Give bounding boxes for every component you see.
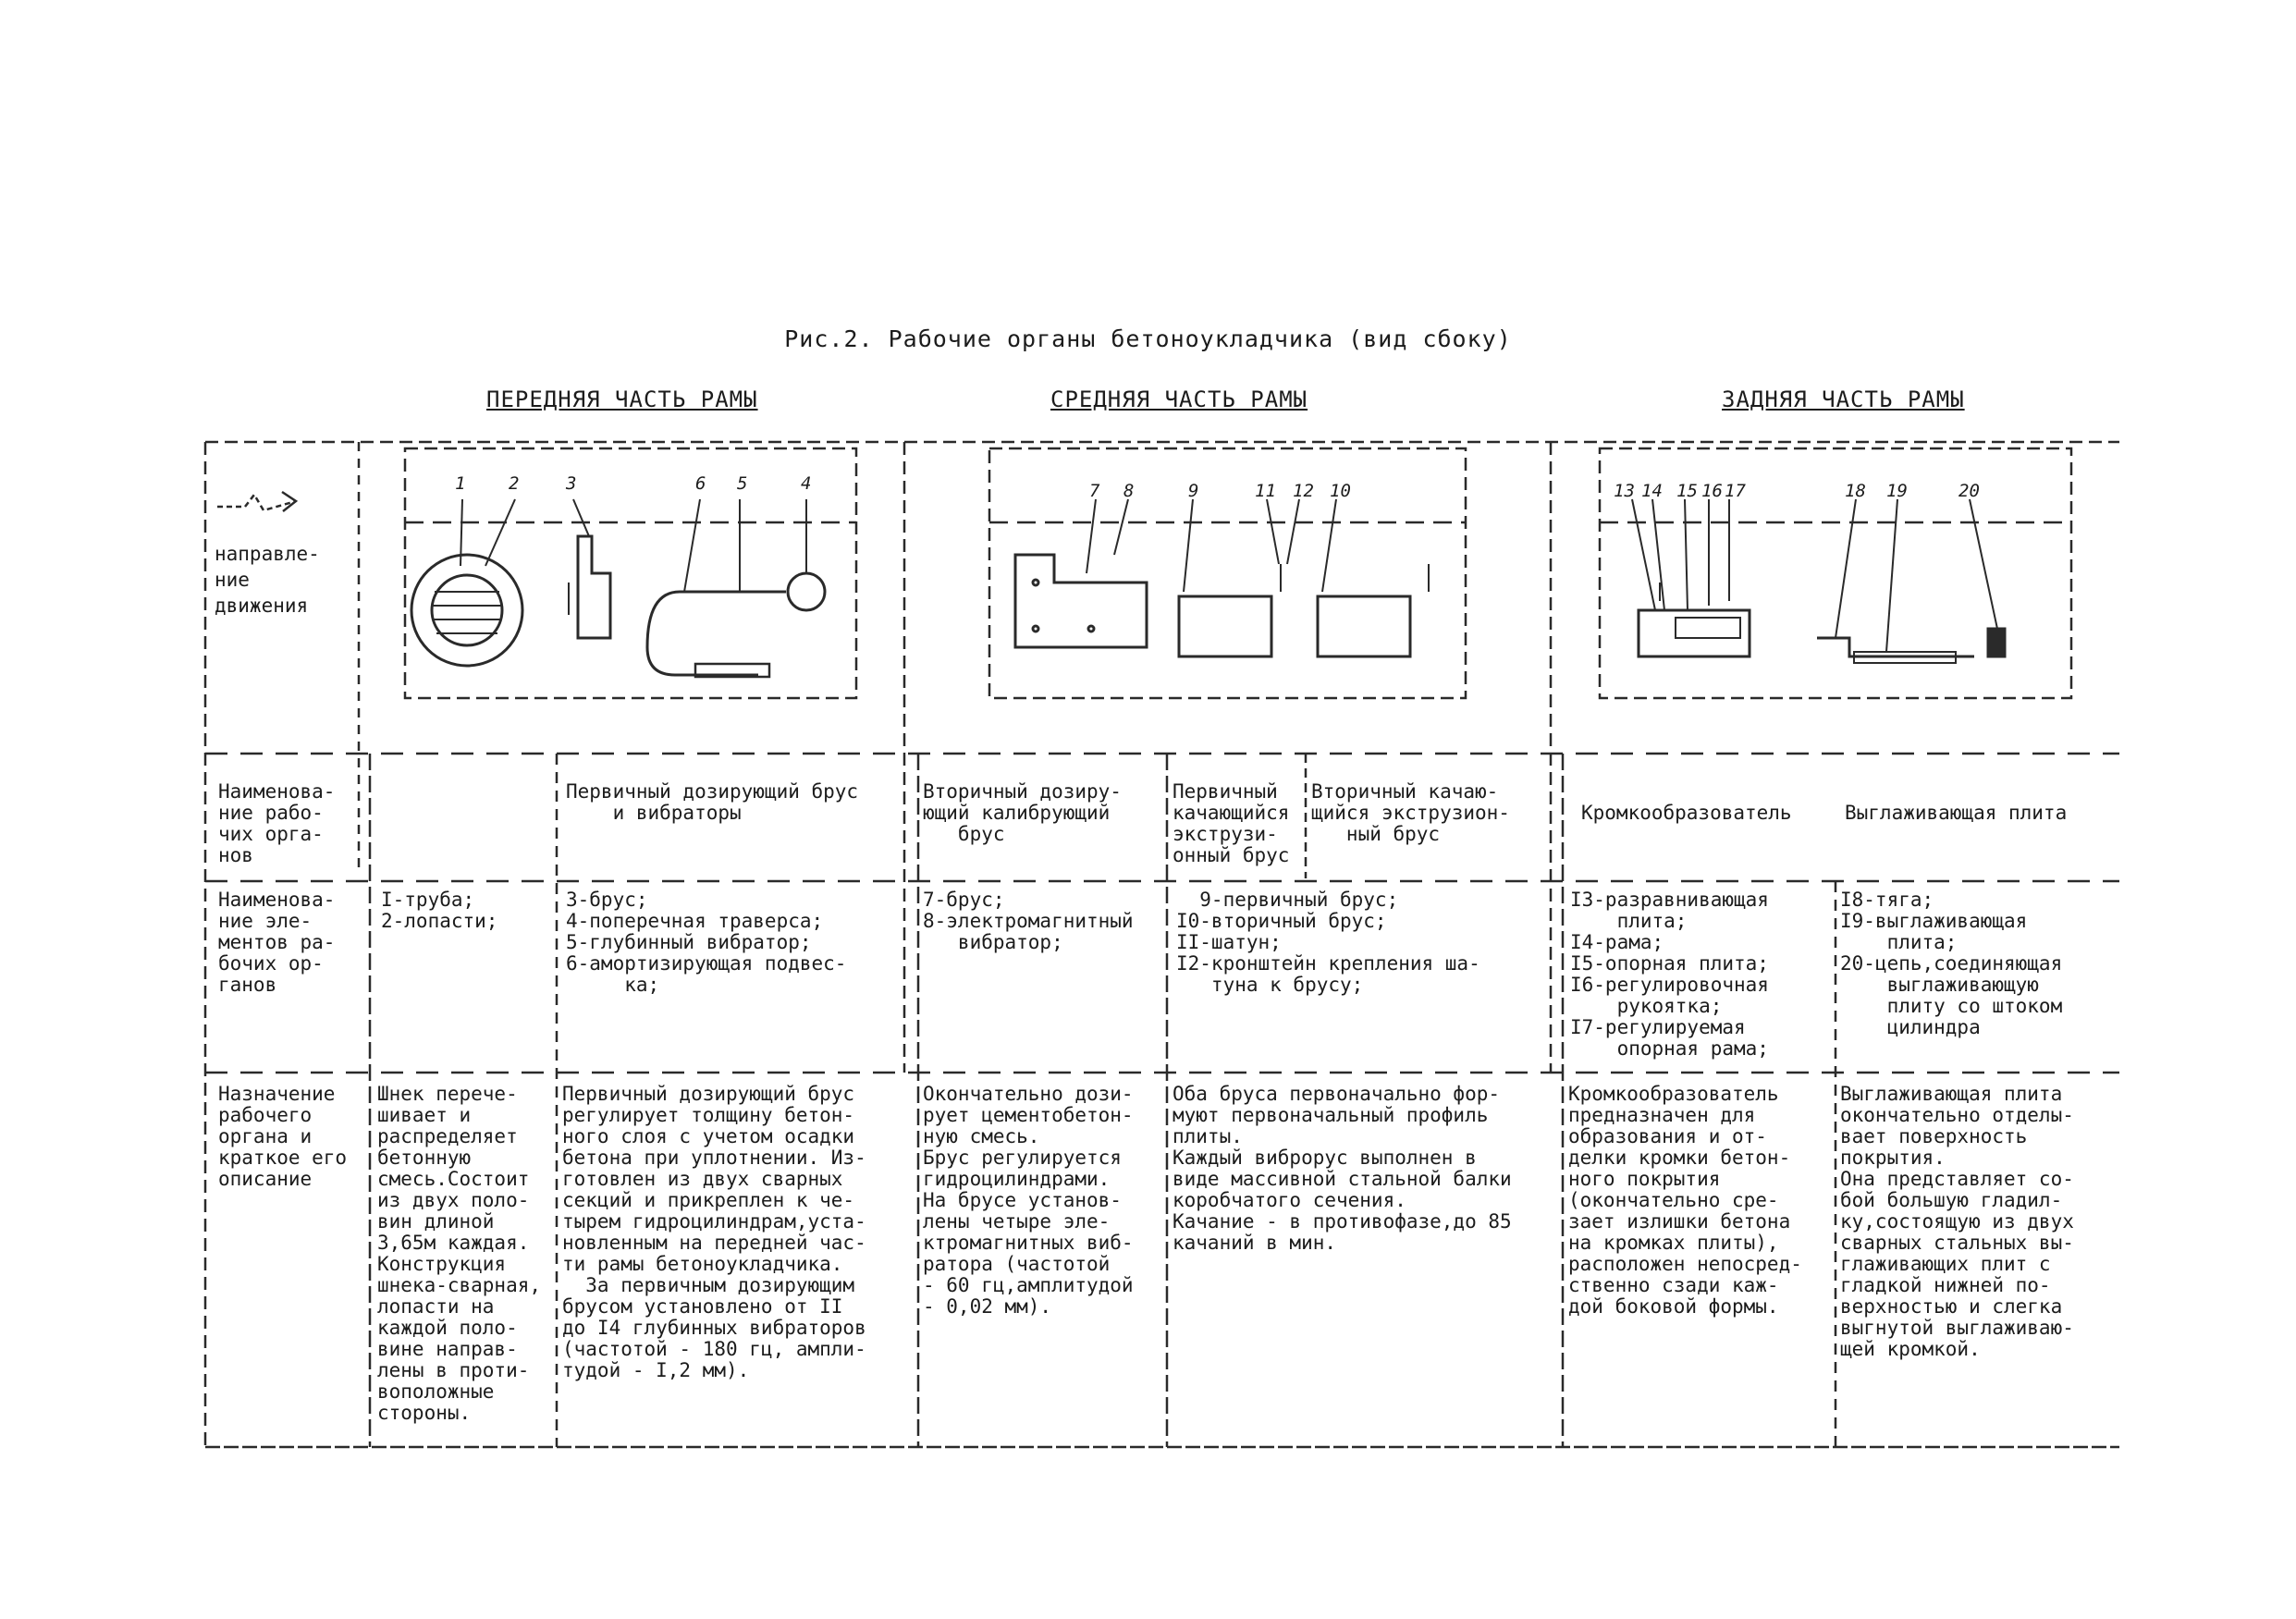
organ-name-primary-beam: Первичный дозирующий брус и вибраторы xyxy=(566,780,859,824)
organ-name-edge-former: Кромкообразователь xyxy=(1581,802,1792,824)
callout-14: 14 xyxy=(1641,481,1663,501)
purpose-edge-former: Кромкообразователь предназначен для образования и от- делки кромки бетон- ного покрытия (окончательно сре- зает излишки бетона на кромках плиты), расположен непосред- ственно сзади каж- дой боковой формы. xyxy=(1568,1083,1802,1318)
elements-edge-former: I3-разравнивающая плита; I4-рама; I5-опорная плита; I6-регулировочная рукоятка; I7-регулируемая опорная рама; xyxy=(1570,889,1769,1060)
row-header-purpose: Назначение рабочего органа и краткое его описание xyxy=(218,1083,348,1190)
purpose-primary-beam: Первичный дозирующий брус регулирует толщину бетон- ного слоя с учетом осадки бетона при уплотнении. Из- готовлен из двух сварных секций и прикреплен к че- тырем гидроцилиндрам,уста- новленным на передней час- ти рамы бетоноукладчика. За первичным дозирующим брусом установлено от II до I4 глубинных вибраторов (частотой - 180 гц, ампли- тудой - I,2 мм). xyxy=(562,1083,866,1381)
callout-6: 6 xyxy=(695,473,706,494)
purpose-auger: Шнек перече- шивает и распределяет бетонную смесь.Состоит из двух поло- вин длиной 3,65м каждая. Конструкция шнека-сварная, лопасти на каждой поло- вине направ- лены в проти- воположные стороны. xyxy=(377,1083,542,1424)
section-middle-heading: СРЕДНЯЯ ЧАСТЬ РАМЫ xyxy=(1050,386,1308,412)
callout-20: 20 xyxy=(1958,481,1980,501)
callout-11: 11 xyxy=(1255,481,1276,501)
callout-10: 10 xyxy=(1330,481,1351,501)
callout-2: 2 xyxy=(509,473,520,494)
row-header-elements: Наименова- ние эле- ментов ра- бочих ор- ганов xyxy=(218,889,336,996)
section-rear-heading: ЗАДНЯЯ ЧАСТЬ РАМЫ xyxy=(1722,386,1965,412)
callout-1: 1 xyxy=(455,473,466,494)
elements-primary-beam: 3-брус; 4-поперечная траверса; 5-глубинный вибратор; 6-амортизирующая подвес- ка; xyxy=(566,889,847,996)
callout-15: 15 xyxy=(1676,481,1698,501)
callout-9: 9 xyxy=(1188,481,1199,501)
organ-name-secondary-beam: Вторичный дозиру- ющий калибрующий брус xyxy=(923,780,1122,845)
callout-3: 3 xyxy=(566,473,577,494)
organ-name-secondary-swing-beam: Вторичный качаю- щийся экструзион- ный брус xyxy=(1311,780,1510,845)
callout-18: 18 xyxy=(1845,481,1866,501)
callout-4: 4 xyxy=(801,473,812,494)
purpose-secondary-beam: Окончательно дози- рует цементобетон- ную смесь. Брус регулируется гидроцилиндрами. На брусе установ- лены четыре эле- ктромагнитных виб- ратора (частотой - 60 гц,амплитудой - 0,02 мм). xyxy=(923,1083,1134,1318)
callout-17: 17 xyxy=(1725,481,1746,501)
row-header-organ-names: Наименова- ние рабо- чих орга- нов xyxy=(218,780,336,866)
callout-8: 8 xyxy=(1123,481,1135,501)
callout-16: 16 xyxy=(1701,481,1723,501)
purpose-smoothing-plate: Выглаживающая плита окончательно отделы- вает поверхность покрытия. Она представляет со- бой большую гладил- ку,состоящую из двух сварных стальных вы- глаживающих плит с гладкой нижней по- верхностью и слегка выгнутой выглаживаю- щей кромкой. xyxy=(1840,1083,2074,1360)
direction-label: направле- ние движения xyxy=(215,543,320,617)
elements-secondary-beam: 7-брус; 8-электромагнитный вибратор; xyxy=(923,889,1134,953)
callout-12: 12 xyxy=(1293,481,1314,501)
elements-swing-beams: 9-первичный брус; I0-вторичный брус; II-шатун; I2-кронштейн крепления ша- туна к брусу; xyxy=(1176,889,1480,996)
elements-auger: I-труба; 2-лопасти; xyxy=(381,889,498,932)
callout-13: 13 xyxy=(1614,481,1635,501)
callout-19: 19 xyxy=(1886,481,1908,501)
purpose-swing-beams: Оба бруса первоначально фор- муют первоначальный профиль плиты. Каждый виброрус выполнен в виде массивной стальной балки коробчатого сечения. Качание - в противофазе,до 85 качаний в мин. xyxy=(1173,1083,1512,1254)
elements-smoothing-plate: I8-тяга; I9-выглаживающая плита; 20-цепь,соединяющая выглаживающую плиту со штоком цилиндра xyxy=(1840,889,2063,1038)
callout-7: 7 xyxy=(1089,481,1100,501)
callout-5: 5 xyxy=(737,473,748,494)
organ-name-primary-swing-beam: Первичный качающийся экструзи- онный брус xyxy=(1173,780,1290,866)
section-front-heading: ПЕРЕДНЯЯ ЧАСТЬ РАМЫ xyxy=(486,386,758,412)
figure-title: Рис.2. Рабочие органы бетоноукладчика (вид сбоку) xyxy=(784,325,1512,352)
organ-name-smoothing-plate: Выглаживающая плита xyxy=(1845,802,2068,824)
